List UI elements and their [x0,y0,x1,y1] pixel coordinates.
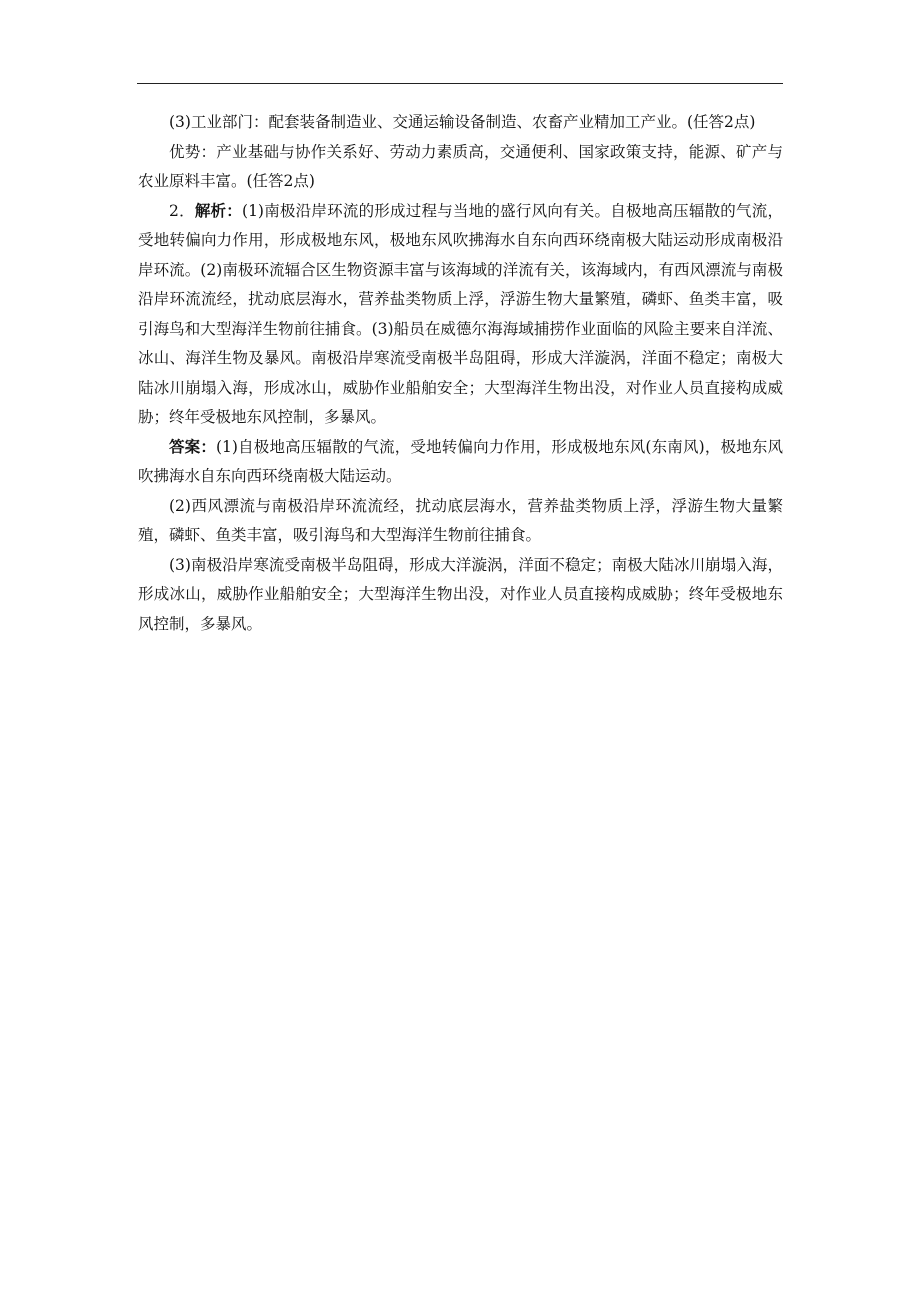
analysis-text: (1)南极沿岸环流的形成过程与当地的盛行风向有关。自极地高压辐散的气流，受地转偏向力作用，形成极地东风，极地东风吹拂海水自东向西环绕南极大陆运动形成南极沿岸环流。(2)南极环流辐合区生物资源丰富与该海域的洋流有关，该海域内，有西风漂流与南极沿岸环流流经，扰动底层海水，营养盐类物质上浮，浮游生物大量繁殖，磷虾、鱼类丰富，吸引海鸟和大型海洋生物前往捕食。(3)船员在威德尔海海域捕捞作业面临的风险主要来自洋流、冰山、海洋生物及暴风。南极沿岸寒流受南极半岛阻碍，形成大洋漩涡，洋面不稳定；南极大陆冰川崩塌入海，形成冰山，威胁作业船舶安全；大型海洋生物出没，对作业人员直接构成威胁；终年受极地东风控制，多暴风。 [138,201,783,426]
analysis-paragraph [138,197,783,433]
answer-paragraph-3: (3)南极沿岸寒流受南极半岛阻碍，形成大洋漩涡，洋面不稳定；南极大陆冰川崩塌入海，形成冰山，威胁作业船舶安全；大型海洋生物出没，对作业人员直接构成威胁；终年受极地东风控制，多暴风。 [138,555,783,633]
answer-label: 答案： [169,437,216,456]
header-rule [137,83,783,84]
answer-text-1: (1)自极地高压辐散的气流，受地转偏向力作用，形成极地东风(东南风)，极地东风吹拂海水自东向西环绕南极大陆运动。 [138,437,783,485]
industry-sectors-paragraph: (3)工业部门：配套装备制造业、交通运输设备制造、农畜产业精加工产业。(任答2点) [169,113,756,131]
answer-content [138,108,783,639]
answer-paragraph-1 [138,433,783,492]
advantages-paragraph: 优势：产业基础与协作关系好、劳动力素质高，交通便利、国家政策支持，能源、矿产与农业原料丰富。(任答2点) [138,142,783,190]
answer-paragraph-2: (2)西风漂流与南极沿岸环流流经，扰动底层海水，营养盐类物质上浮，浮游生物大量繁殖，磷虾、鱼类丰富，吸引海鸟和大型海洋生物前往捕食。 [138,496,783,544]
analysis-label: 解析： [194,201,243,220]
question-number: 2． [169,201,195,220]
